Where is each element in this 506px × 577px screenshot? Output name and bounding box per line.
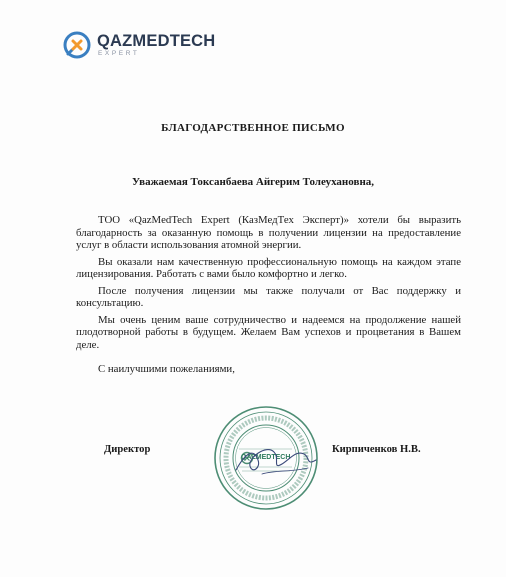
letter-paragraph: Мы очень ценим ваше сотрудничество и надеемся на продолжение нашей плодотворной работы в будущем. Желаем Вам успехов и процветания в Вашем деле. bbox=[76, 313, 461, 351]
letter-paragraph: ТОО «QazMedTech Expert (КазМедТех Эксперт)» хотели бы выразить благодарность за оказанную помощь в получении лицензии на предоставление услуг в области использования атомной энергии. bbox=[76, 214, 461, 251]
letter-paragraph: После получения лицензии мы также получали от Вас поддержку и консультацию. bbox=[76, 284, 461, 309]
letter-salutation: Уважаемая Токсанбаева Айгерим Толеухановна, bbox=[131, 176, 375, 188]
logo-company-subtitle: EXPERT bbox=[98, 50, 140, 57]
seal-company-name: QAZMEDTECH bbox=[241, 454, 291, 461]
qazmedtech-logo-icon bbox=[62, 30, 92, 60]
letter-paragraph: Вы оказали нам качественную профессиональную помощь на каждом этапе лицензирования. Работать с вами было комфортно и легко. bbox=[76, 255, 461, 280]
logo-company-name: QAZMEDTECH bbox=[97, 32, 216, 50]
letter-body bbox=[76, 214, 461, 355]
signer-role: Директор bbox=[104, 444, 151, 455]
signer-name: Кирпиченков Н.В. bbox=[332, 444, 421, 455]
letter-title: БЛАГОДАРСТВЕННОЕ ПИСЬМО bbox=[161, 122, 345, 134]
letter-closing: С наилучшими пожеланиями, bbox=[98, 363, 235, 375]
handwritten-signature bbox=[232, 430, 322, 490]
company-logo bbox=[62, 30, 262, 64]
